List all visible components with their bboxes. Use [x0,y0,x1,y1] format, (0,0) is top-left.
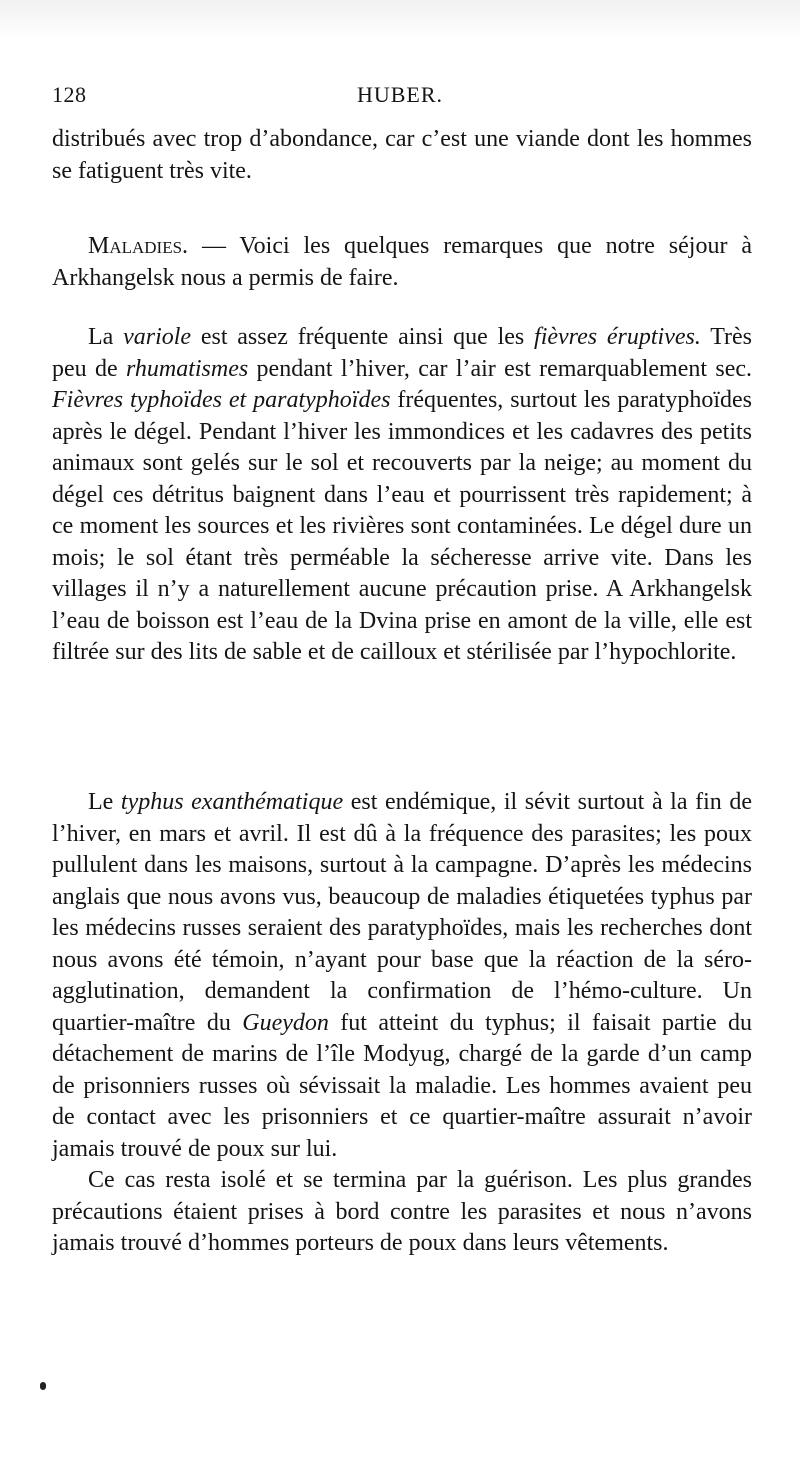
italic-term: typhus exanthématique [120,789,344,815]
italic-term: Gueydon [242,1009,329,1036]
text-run: est assez fréquente ainsi que les [191,324,535,350]
text-run: fréquentes, surtout les paratyphoïdes après le dégel. Pendant l’hiver les immondices et les cadavres des petits animaux sont gelés sur le sol et recouverts par la neige; au moment du dégel ces détritus baignent dans l’eau et pourrissent très rapidement; à ce moment les sources et les rivières sont contaminées. Le dégel dure un mois; le sol étant très perméable la sécheresse arrive vite. Dans les villages il n’y a naturellement aucune précaution prise. A Arkhangelsk l’eau de boisson est l’eau de la Dvina prise en amont de la ville, elle est filtrée sur des lits de sable et de cailloux et stérilisée par l’hypochlorite. [52,387,752,665]
paragraph-variole [52,322,752,669]
paragraph-maladies [52,231,752,294]
page-header [52,82,748,112]
heading-dash: — [188,233,240,259]
text-run: La [88,324,124,350]
scan-edge [0,0,800,40]
running-title: HUBER. [356,82,444,107]
scan-speck [40,1382,46,1390]
italic-term: Fièvres typhoïdes et paratyphoïdes [52,387,391,413]
text-run: fut atteint du typhus; il faisait partie du détachement de marins de l’île Modyug, chargé de la garde d’un camp de prisonniers russes où sévissait la maladie. Les hommes avaient peu de contact avec les prisonniers et ce quartier-maître assurait n’avoir jamais trouvé de poux sur lui. [52,1009,753,1162]
italic-term: rhumatismes [125,355,249,382]
section-heading: Maladies. [88,233,189,259]
paragraph-typhus [52,787,752,1260]
paragraph-text: Ce cas resta isolé et se termina par la guérison. Les plus grandes précautions étaient prises à bord contre les parasites et nous n’avons jamais trouvé d’hommes porteurs de poux dans leurs vêtements. [52,1167,752,1256]
text-run: Très peu de [52,324,752,382]
paragraph-continuation [52,124,752,187]
page-number: 128 [52,82,87,107]
paragraph-text: Voici les quelques remarques que notre séjour à Arkhangelsk nous a permis de faire. [52,233,752,291]
italic-term: variole [123,324,192,350]
text-run: Le [88,789,121,815]
paragraph-text: distribués avec trop d’abondance, car c’est une viande dont les hommes se fatiguent très vite. [52,126,752,184]
italic-term: fièvres éruptives. [534,324,701,350]
text-run: pendant l’hiver, car l’air est remarquablement sec. [248,355,752,382]
text-run: est endémique, il sévit surtout à la fin de l’hiver, en mars et avril. Il est dû à la fréquence des parasites; les poux pullulent dans les maisons, surtout à la campagne. D’après les médecins anglais que nous avons vus, beaucoup de maladies étiquetées typhus par les médecins russes seraient des paratyphoïdes, mais les recherches dont nous avons été témoin, n’ayant pour base que la réaction de la séro-agglutination, demandent la confirmation de l’hémo-culture. Un quartier-maître du [52,789,752,1036]
